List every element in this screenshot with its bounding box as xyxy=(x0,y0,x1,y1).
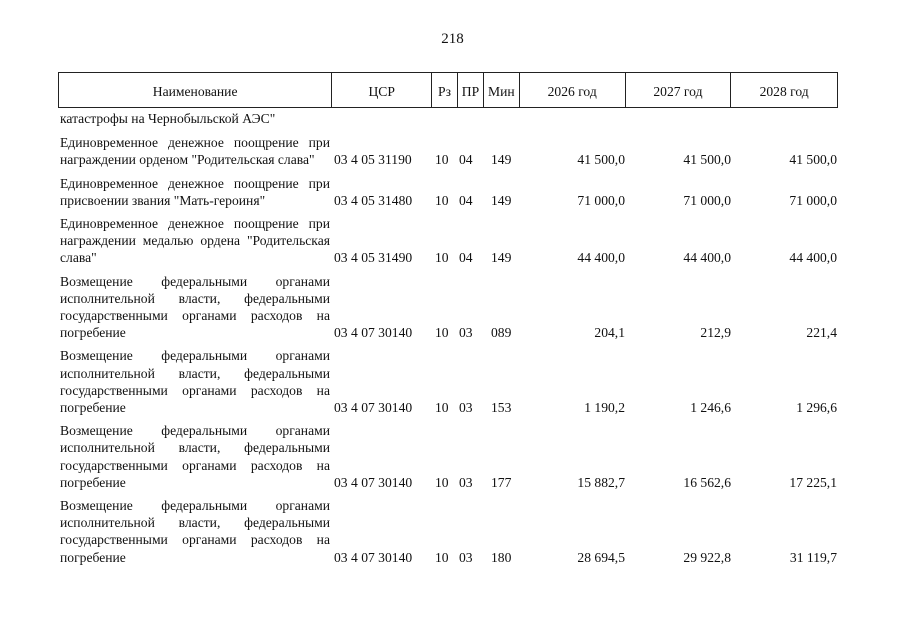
header-min: Мин xyxy=(484,73,520,107)
row-pr: 03 xyxy=(459,325,473,341)
row-rz: 10 xyxy=(435,325,449,341)
row-2026: 71 000,0 xyxy=(577,192,625,208)
row-pr: 03 xyxy=(459,400,473,416)
row-name: Возмещение федеральными органами исполнительной власти, федеральными государственными органами расходов на погребение xyxy=(60,423,330,490)
row-2026: 41 500,0 xyxy=(577,152,625,168)
continuation-text: катастрофы на Чернобыльской АЭС" xyxy=(60,111,276,126)
row-min: 177 xyxy=(491,474,512,490)
row-pr: 04 xyxy=(459,152,473,168)
table-row xyxy=(58,273,838,342)
row-2027: 1 246,6 xyxy=(690,400,731,416)
page-number: 218 xyxy=(441,31,464,47)
row-name: Возмещение федеральными органами исполнительной власти, федеральными государственными органами расходов на погребение xyxy=(60,348,330,416)
header-rz: Рз xyxy=(432,73,458,107)
row-pr: 04 xyxy=(459,192,473,208)
row-csr: 03 4 07 30140 xyxy=(334,474,413,490)
table-row xyxy=(58,422,838,491)
row-2027: 71 000,0 xyxy=(683,192,731,208)
table-row xyxy=(58,497,838,566)
header-2026: 2026 год xyxy=(520,73,626,107)
row-2026: 28 694,5 xyxy=(577,549,625,565)
header-pr: ПР xyxy=(458,73,484,107)
row-csr: 03 4 05 31190 xyxy=(334,152,412,168)
row-rz: 10 xyxy=(435,250,449,266)
row-2028: 31 119,7 xyxy=(789,549,837,565)
row-2028: 44 400,0 xyxy=(789,250,837,266)
continuation-row xyxy=(58,110,838,127)
row-2026: 204,1 xyxy=(594,325,625,341)
row-min: 149 xyxy=(491,152,512,168)
row-name: Единовременное денежное поощрение при награждении орденом "Родительская слава" xyxy=(60,135,330,168)
row-name: Возмещение федеральными органами исполнительной власти, федеральными государственными органами расходов на погребение xyxy=(60,273,330,341)
row-csr: 03 4 07 30140 xyxy=(334,400,413,416)
row-2027: 41 500,0 xyxy=(683,152,731,168)
row-min: 149 xyxy=(491,250,512,266)
table-row xyxy=(58,347,838,416)
row-2026: 15 882,7 xyxy=(577,474,625,490)
table-header xyxy=(58,72,838,108)
header-name: Наименование xyxy=(59,73,332,107)
row-rz: 10 xyxy=(435,152,449,168)
row-min: 153 xyxy=(491,400,512,416)
row-2026: 1 190,2 xyxy=(584,400,625,416)
row-2027: 29 922,8 xyxy=(683,549,731,565)
row-2027: 212,9 xyxy=(700,325,731,341)
row-csr: 03 4 05 31490 xyxy=(334,250,413,266)
table-row xyxy=(58,215,838,267)
header-2027: 2027 год xyxy=(626,73,732,107)
row-min: 180 xyxy=(491,549,512,565)
row-2028: 221,4 xyxy=(806,325,837,341)
row-2028: 17 225,1 xyxy=(789,474,837,490)
row-pr: 04 xyxy=(459,250,473,266)
table-row xyxy=(58,134,838,168)
row-csr: 03 4 07 30140 xyxy=(334,549,413,565)
row-pr: 03 xyxy=(459,549,473,565)
row-name: Возмещение федеральными органами исполнительной власти, федеральными государственными органами расходов на погребение xyxy=(60,498,330,565)
header-csr: ЦСР xyxy=(332,73,432,107)
row-rz: 10 xyxy=(435,400,449,416)
row-min: 149 xyxy=(491,192,512,208)
row-rz: 10 xyxy=(435,474,449,490)
row-2028: 1 296,6 xyxy=(796,400,837,416)
row-csr: 03 4 07 30140 xyxy=(334,325,413,341)
table-row xyxy=(58,175,838,209)
row-rz: 10 xyxy=(435,549,449,565)
row-2027: 44 400,0 xyxy=(683,250,731,266)
row-pr: 03 xyxy=(459,474,473,490)
row-min: 089 xyxy=(491,325,512,341)
header-2028: 2028 год xyxy=(759,83,809,99)
row-2028: 41 500,0 xyxy=(789,152,837,168)
row-rz: 10 xyxy=(435,192,449,208)
row-2027: 16 562,6 xyxy=(683,474,731,490)
row-2026: 44 400,0 xyxy=(577,250,625,266)
table-body xyxy=(58,110,838,572)
row-2028: 71 000,0 xyxy=(789,192,837,208)
row-csr: 03 4 05 31480 xyxy=(334,192,413,208)
row-name: Единовременное денежное поощрение при награждении медалью ордена "Родительская слава" xyxy=(60,216,330,266)
row-name: Единовременное денежное поощрение при присвоении звания "Мать-героиня" xyxy=(60,175,330,208)
